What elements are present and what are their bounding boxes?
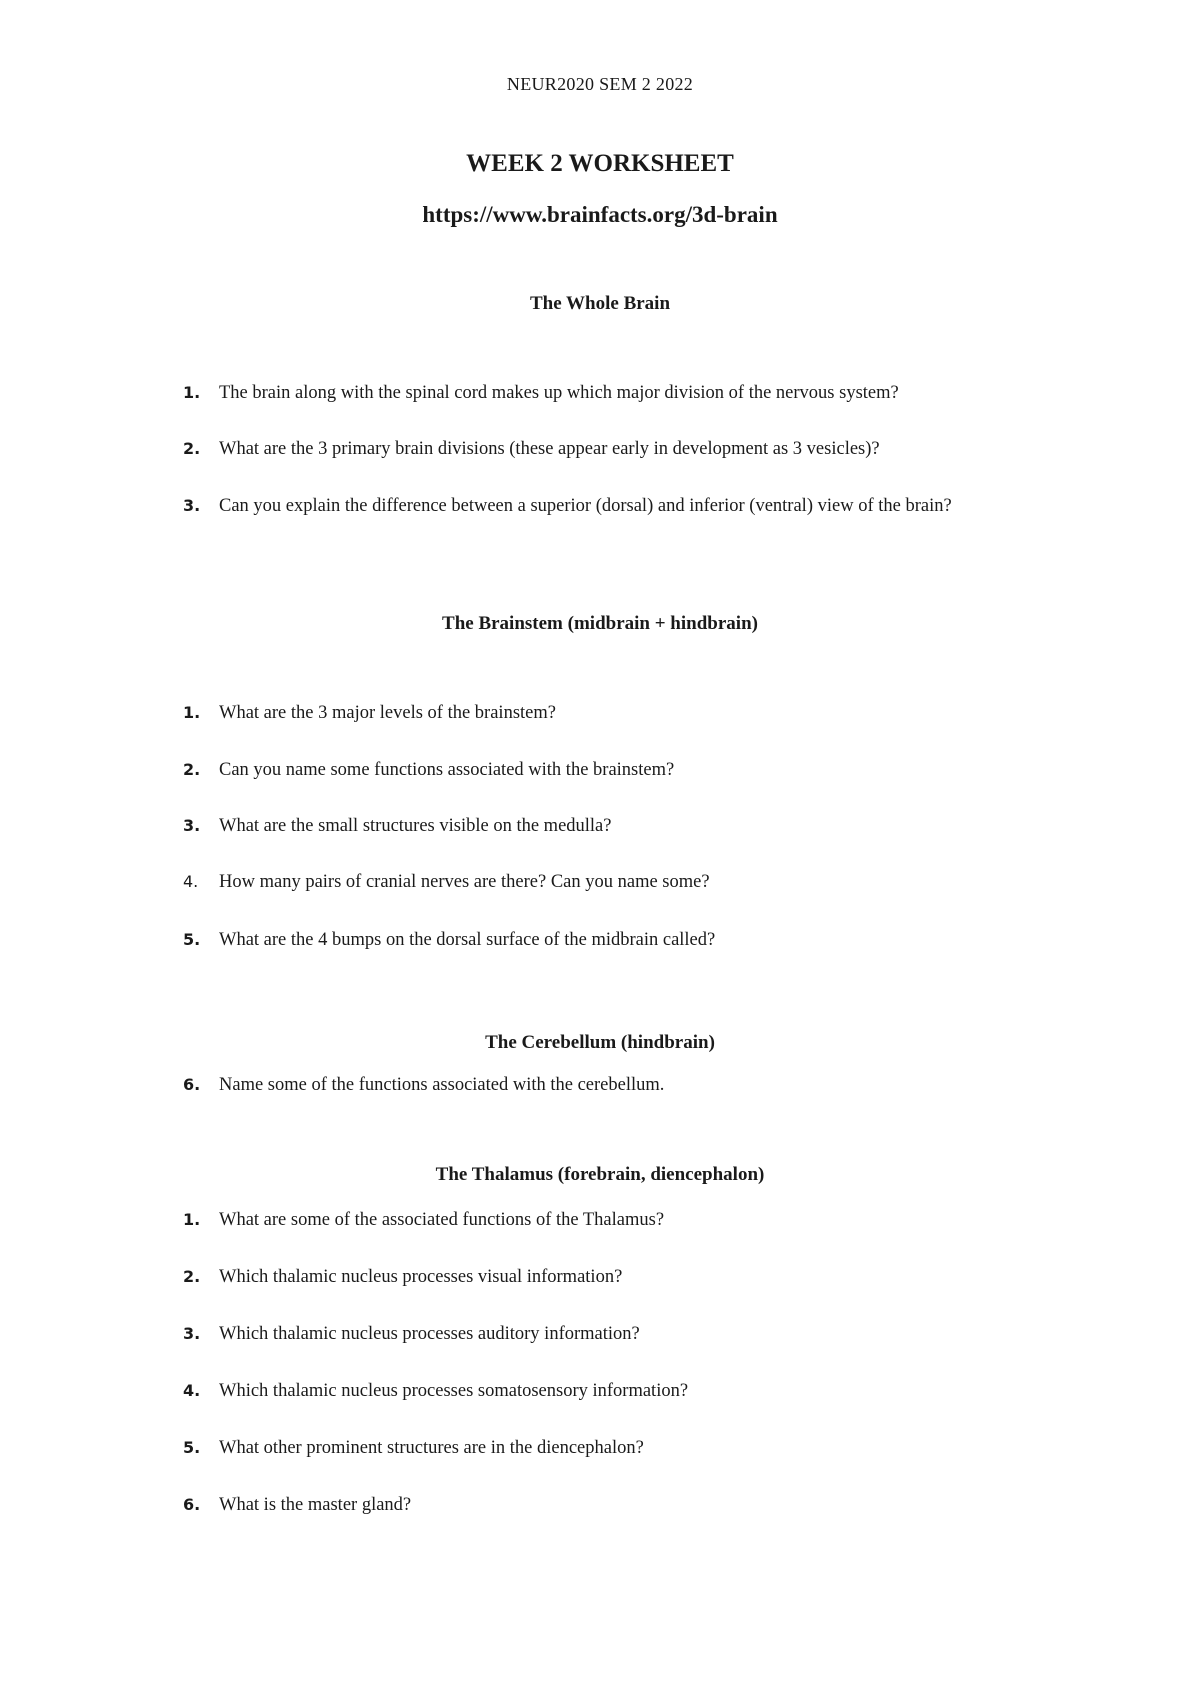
question-text: What are the 4 bumps on the dorsal surface of the midbrain called? xyxy=(219,930,716,950)
question-number: 4. xyxy=(183,1381,201,1400)
question-text: Which thalamic nucleus processes visual information? xyxy=(219,1267,623,1287)
resource-url: https://www.brainfacts.org/3d-brain xyxy=(422,202,778,227)
question-text: Can you name some functions associated with the brainstem? xyxy=(219,760,675,780)
section-heading-thalamus: The Thalamus (forebrain, diencephalon) xyxy=(435,1164,765,1185)
section-heading-whole-brain: The Whole Brain xyxy=(529,293,671,314)
question-text: How many pairs of cranial nerves are there? Can you name some? xyxy=(219,872,710,892)
question-text: What other prominent structures are in the diencephalon? xyxy=(219,1438,644,1458)
question-number: 2. xyxy=(183,1267,201,1286)
question-number: 3. xyxy=(183,816,201,835)
question-number: 2. xyxy=(183,439,201,458)
question-text: Name some of the functions associated with the cerebellum. xyxy=(219,1075,665,1095)
question-text: What are some of the associated functions of the Thalamus? xyxy=(219,1210,665,1230)
question-text: Can you explain the difference between a superior (dorsal) and inferior (ventral) view of the brain? xyxy=(219,496,952,516)
question-number: 4. xyxy=(183,872,199,891)
course-header: NEUR2020 SEM 2 2022 xyxy=(506,74,694,94)
question-text: Which thalamic nucleus processes somatosensory information? xyxy=(219,1381,689,1401)
question-number: 6. xyxy=(183,1075,201,1094)
question-text: What are the 3 major levels of the brainstem? xyxy=(219,703,556,723)
question-text: Which thalamic nucleus processes auditory information? xyxy=(219,1324,640,1344)
section-heading-brainstem: The Brainstem (midbrain + hindbrain) xyxy=(442,613,758,634)
question-text: What are the small structures visible on the medulla? xyxy=(219,816,612,836)
question-number: 3. xyxy=(183,1324,201,1343)
question-number: 6. xyxy=(183,1495,201,1514)
question-number: 2. xyxy=(183,760,201,779)
question-number: 1. xyxy=(183,703,201,722)
question-number: 3. xyxy=(183,496,201,515)
section-heading-cerebellum: The Cerebellum (hindbrain) xyxy=(485,1032,715,1053)
question-number: 5. xyxy=(183,930,201,949)
question-number: 5. xyxy=(183,1438,201,1457)
question-number: 1. xyxy=(183,1210,201,1229)
question-text: The brain along with the spinal cord makes up which major division of the nervous system? xyxy=(219,383,899,403)
worksheet-title: WEEK 2 WORKSHEET xyxy=(466,150,734,177)
question-text: What is the master gland? xyxy=(219,1495,412,1515)
question-number: 1. xyxy=(183,383,201,402)
question-text: What are the 3 primary brain divisions (these appear early in development as 3 vesicles)? xyxy=(219,439,880,459)
